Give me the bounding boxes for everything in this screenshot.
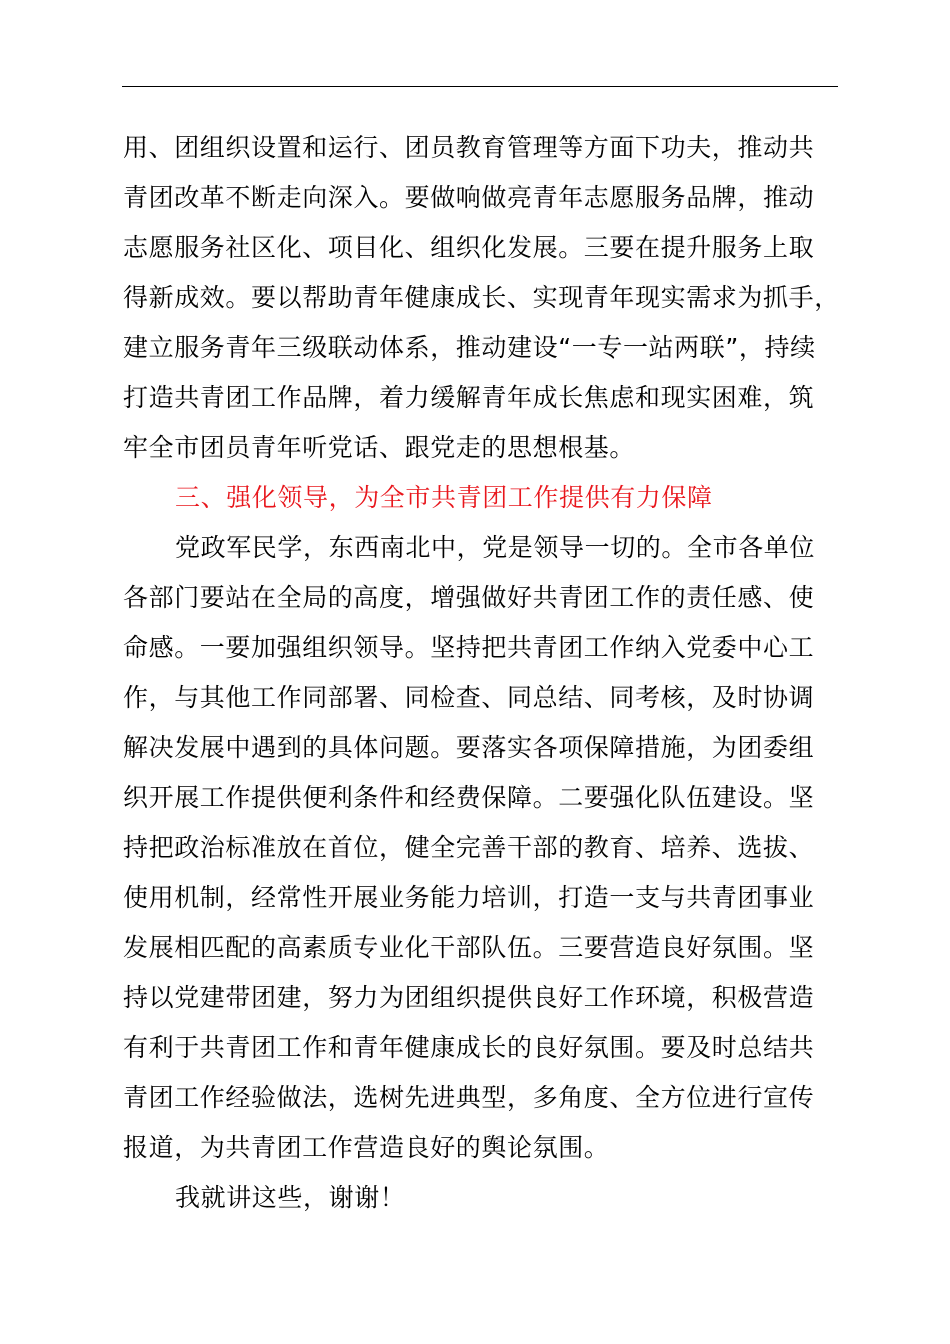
paragraph-line: 用、团组织设置和运行、团员教育管理等方面下功夫，推动共 (123, 133, 815, 162)
paragraph-continued (123, 123, 843, 473)
paragraph-line: 报道，为共青团工作营造良好的舆论氛围。 (123, 1133, 610, 1162)
paragraph-line: 持把政治标准放在首位，健全完善干部的教育、培养、选拔、 (123, 833, 815, 862)
paragraph-line: 志愿服务社区化、项目化、组织化发展。三要在提升服务上取 (123, 233, 815, 262)
paragraph-line: 作，与其他工作同部署、同检查、同总结、同考核，及时协调 (123, 683, 815, 712)
paragraph-line: 党政军民学，东西南北中，党是领导一切的。全市各单位 (175, 533, 816, 562)
paragraph-line: 青团工作经验做法，选树先进典型，多角度、全方位进行宣传 (123, 1083, 815, 1112)
paragraph-line: 使用机制，经常性开展业务能力培训，打造一支与共青团事业 (123, 883, 815, 912)
paragraph-line: 建立服务青年三级联动体系，推动建设“一专一站两联”，持续 (123, 333, 816, 362)
paragraph-leadership (123, 523, 843, 1173)
paragraph-line: 青团改革不断走向深入。要做响做亮青年志愿服务品牌，推动 (123, 183, 815, 212)
paragraph-line: 织开展工作提供便利条件和经费保障。二要强化队伍建设。坚 (123, 783, 815, 812)
paragraph-line: 有利于共青团工作和青年健康成长的良好氛围。要及时总结共 (123, 1033, 815, 1062)
paragraph-line: 牢全市团员青年听党话、跟党走的思想根基。 (123, 433, 636, 462)
paragraph-line: 解决发展中遇到的具体问题。要落实各项保障措施，为团委组 (123, 733, 815, 762)
paragraph-line: 打造共青团工作品牌，着力缓解青年成长焦虑和现实困难，筑 (123, 383, 815, 412)
header-rule (122, 86, 838, 87)
paragraph-line: 得新成效。要以帮助青年健康成长、实现青年现实需求为抓手， (123, 283, 840, 312)
section-heading: 三、强化领导，为全市共青团工作提供有力保障 (175, 483, 713, 512)
paragraph-line: 发展相匹配的高素质专业化干部队伍。三要营造良好氛围。坚 (123, 933, 815, 962)
paragraph-line: 命感。一要加强组织领导。坚持把共青团工作纳入党委中心工 (123, 633, 815, 662)
closing-remark: 我就讲这些，谢谢！ (175, 1183, 406, 1212)
paragraph-line: 持以党建带团建，努力为团组织提供良好工作环境，积极营造 (123, 983, 815, 1012)
document-body (123, 123, 843, 1223)
paragraph-line: 各部门要站在全局的高度，增强做好共青团工作的责任感、使 (123, 583, 815, 612)
